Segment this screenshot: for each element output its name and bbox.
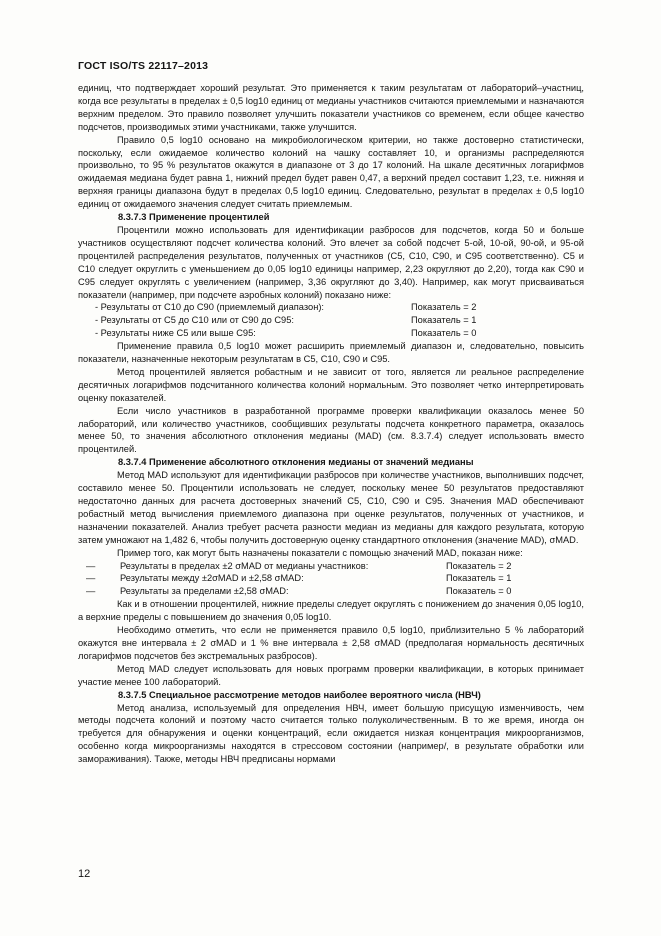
- paragraph: Правило 0,5 log10 основано на микробиологическом критерии, но также достоверно статистически, поскольку, если ожидаемое количество колоний на чашку составляет 10, и организмы распределяются произвольно, то 95 % результатов окажутся в диапазоне от 3 до 17 колоний. На шкале десятичных логарифмов ожидаемая медиана будет равна 1, нижний предел будет равен 0,47, а верхний предел составит 1,23, т.е. нижняя и верхняя границы диапазона будут в пределах 0,5 log10 единиц. Следовательно, результат в пределах ± 0,5 log10 единиц от ожидаемого значения следует считать приемлемым.: [78, 134, 584, 210]
- list-item-score: Показатель = 0: [446, 586, 512, 597]
- list-item: [95, 301, 584, 314]
- list-item-score: Показатель = 2: [446, 560, 512, 571]
- paragraph: Метод анализа, используемый для определения НВЧ, имеет большую присущую изменчивость, чем методы подсчета колоний и поэтому часто считается только полуколичественным. В то же время, иногда он требуется для обнаружения и оценки концентраций, если ожидается низкая концентрация микроорганизмов, особенно когда микроорганизмы находятся в стрессовом состоянии (например/, в результате обработки или замораживания). Также, методы НВЧ предписаны нормами: [78, 702, 584, 765]
- percentile-score-list: [78, 301, 584, 340]
- list-item-label: - Результаты от C5 до C10 или от C90 до C95:: [95, 315, 294, 326]
- list-item-label: Результаты в пределах ±2 σMAD от медианы участников:: [120, 560, 369, 571]
- list-item: [95, 314, 584, 327]
- paragraph: Метод MAD следует использовать для новых программ проверки квалификации, в которых принимает участие менее 100 лабораторий.: [78, 663, 584, 687]
- list-item: [78, 585, 584, 598]
- list-item: [95, 327, 584, 340]
- list-item-score: Показатель = 1: [446, 573, 512, 584]
- list-dash: —: [86, 586, 96, 597]
- section-heading: 8.3.7.5 Специальное рассмотрение методов наиболее вероятного числа (НВЧ): [118, 689, 481, 700]
- paragraph: Если число участников в разработанной программе проверки квалификации оказалось менее 50 лабораторий, или количество участников, сообщивших результаты подсчета конкретного параметра, оказалось менее 50, то значения абсолютного отклонения медианы (MAD) (см. 8.3.7.4) следует использовать вместо процентилей.: [78, 405, 584, 455]
- paragraph: Метод MAD используют для идентификации разбросов при количестве участников, выполнивших подсчет, составило менее 50. Процентили использовать не следует, поскольку менее 50 результатов предоставляют недостаточно данных для расчета достоверных значений C5, C10, C90 и C95. Значения MAD обеспечивают робастный метод вычисления приемлемого диапазона при оценке результатов, полученных от участников, и назначении показателей. Анализ требует расчета разности медиан из медианы для каждого результата, которую затем умножают на 1,482 6, чтобы получить достоверную оценку стандартного отклонения (значение MAD), σMAD.: [78, 470, 584, 545]
- list-item-label: - Результаты ниже C5 или выше C95:: [95, 328, 256, 339]
- paragraph: единиц, что подтверждает хороший результат. Это применяется к таким результатам от лабораторий–участниц, когда все результаты в пределах ± 0,5 log10 единиц от медианы участников считаются приемлемыми и назначаются верхним пределом. Это правило позволяет улучшить показатели участников со временем, если общее качество подсчетов, производимых этими участниками, также улучшится.: [78, 83, 584, 132]
- list-dash: —: [86, 560, 96, 571]
- paragraph: Применение правила 0,5 log10 может расширить приемлемый диапазон и, следовательно, повысить показатели, назначенные некоторым результатам в C5, C10, C90 и C95.: [78, 341, 584, 365]
- document-header: ГОСТ ISO/TS 22117–2013: [78, 60, 209, 72]
- list-item-label: Результаты за пределами ±2,58 σMAD:: [120, 586, 289, 597]
- list-item: [78, 560, 584, 573]
- paragraph: Необходимо отметить, что если не применяется правило 0,5 log10, приблизительно 5 % лабораторий окажутся вне интервала ± 2 σMAD и 1 % вне интервала ± 2,58 σMAD (предполагая нормальность десятичных логарифмов подсчетов без экстремальных разбросов).: [78, 625, 584, 661]
- section-heading: 8.3.7.3 Применение процентилей: [118, 212, 270, 223]
- list-item-score: Показатель = 1: [411, 315, 477, 326]
- paragraph: Пример того, как могут быть назначены показатели с помощью значений MAD, показан ниже:: [117, 547, 523, 558]
- list-item-label: Результаты между ±2σMAD и ±2,58 σMAD:: [120, 573, 304, 584]
- paragraph: Метод процентилей является робастным и не зависит от того, является ли реальное распределение десятичных логарифмов подсчитанного количества колоний нормальным. Это позволяет четко интерпретировать оценку показателей.: [78, 366, 584, 403]
- list-dash: —: [86, 573, 96, 584]
- section-heading: 8.3.7.4 Применение абсолютного отклонения медианы от значений медианы: [118, 457, 474, 468]
- list-item-label: - Результаты от C10 до C90 (приемлемый диапазон):: [95, 302, 325, 313]
- body-text: [78, 82, 584, 766]
- mad-score-list: [78, 560, 584, 599]
- page-number: 12: [78, 868, 91, 880]
- paragraph: Как и в отношении процентилей, нижние пределы следует округлять с понижением до значения 0,05 log10, а верхние пределы с повышением до значения 0,05 log10.: [78, 599, 584, 623]
- list-item-score: Показатель = 2: [411, 302, 477, 313]
- list-item: [78, 572, 584, 585]
- list-item-score: Показатель = 0: [411, 328, 477, 339]
- paragraph: Процентили можно использовать для идентификации разбросов для подсчетов, когда 50 и больше участников осуществляют подсчет количества колоний. Это влечет за собой подсчет 5-ой, 10-ой, 90-ой, и 95-ой процентилей распределения результатов, полученных от участников (C5, C10, C90, и C95 соответственно). C5 и C10 следует округлить с уменьшением до 0,05 log10 единицы например, 2,23 округляют до 2,20), тогда как C90 и C95 следует округлять с увеличением (например, 3,36 округляют до 3,40). Например, как могут присваиваться показатели (например, при подсчете аэробных колоний) показано ниже:: [78, 224, 584, 300]
